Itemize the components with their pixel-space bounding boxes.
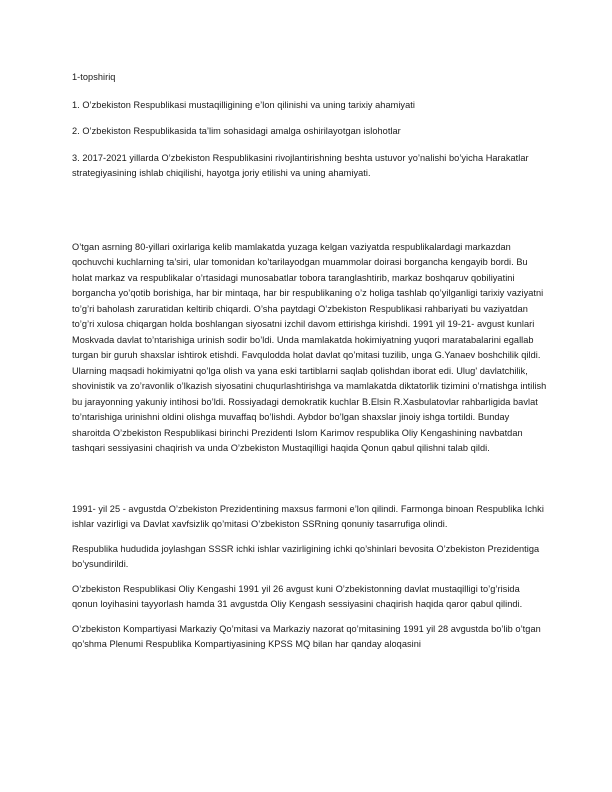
paragraph-supreme-council: O’zbekiston Respublikasi Oliy Kengashi 1991 yil 26 avgust kuni O’zbekistonning davlat mustaqilligi to’g’risida qonun loyihasini tayyorlash hamda 31 avgustda Oliy Kengash sessiyasini chaqirish haqida qaror qabul qilindi. xyxy=(72,583,523,609)
question-2: 2. O’zbekiston Respublikasida ta’lim sohasidagi amalga oshirilayotgan islohotlar xyxy=(72,126,401,136)
paragraph-history: O’tgan asrning 80-yillari oxirlariga kelib mamlakatda yuzaga kelgan vaziyatda respublikalardagi markazdan qochuvchi kuchlarning ta’siri, ular tomonidan ko’tarilayodgan muammolar doirasi borgancha kengayib bordi. Bu holat markaz va respublikalar o’rtasidagi munosabatlar tobora taranglashtirib, markaz boshqaruv qobiliyatini borgancha yo’qotib borishiga, har bir mintaqa, har bir respublikaning o’z holiga tashlab qo’yilganligi tarixiy vaziyatni to’g’ri baholash zaruratidan keltirib chiqardi. O’sha paytdagi O’zbekiston Respublikasi rahbariyati bu vaziyatdan to’g’ri xulosa chiqargan holda boshlangan siyosatni izchil davom ettirishga kirishdi. 1991 yil 19-21- avgust kunlari Moskvada davlat to’ntarishiga urinish sodir bo’ldi. Unda mamlakatda hokimiyatning yuqori maratabalarini egallab turgan bir guruh shaxslar ishtirok etishdi. Favqulodda holat davlat qo’mitasi tuzilib, unga G.Yanaev boshchilik qildi. Ularning maqsadi hokimiyatni qo’lga olish va yana eski tartiblarni saqlab qolishdan iborat edi. Ulug' davlatchilik, shovinistik va zo’ravonlik o’lkazish siyosatini chuqurlashtirishga va mamlakatda diktatorlik tizimini o’rnatishga intilish bu jarayonning yakuniy intihosi bo’ldi. Rossiyadagi demokratik kuchlar B.Elsin R.Xasbulatovlar rahbarligida bavlat to’ntarishiga urinishni oldini olishga muvaffaq bo’lishdi. Aybdor bo’lgan shaxslar jinoiy ishga tortildi. Bunday sharoitda O’zbekiston Respublikasi birinchi Prezidenti Islom Karimov respublika Oliy Kengashining navbatdan tashqari sessiyasini chaqirish va unda O’zbekiston Mustaqilligi haqida Qonun qabul qilishni talab qildi. xyxy=(72,241,547,453)
assignment-heading: 1-topshiriq xyxy=(72,72,116,82)
question-3: 3. 2017-2021 yillarda O’zbekiston Respublikasini rivojlantirishning beshta ustuvor yo’nalishi bo’yicha Harakatlar strategiyasining ishlab chiqilishi, hayotga joriy etilishi va uning ahamiyati. xyxy=(72,152,529,178)
paragraph-troops: Respublika hududida joylashgan SSSR ichki ishlar vazirligining ichki qo’shinlari bevosita O’zbekiston Prezidentiga bo’ysundirildi. xyxy=(72,543,540,569)
question-1: 1. O’zbekiston Respublikasi mustaqilligining e’lon qilinishi va uning tarixiy ahamiyati xyxy=(72,99,415,110)
blank-space xyxy=(72,222,548,240)
paragraph-decree: 1991- yil 25 - avgustda O’zbekiston Prezidentining maxsus farmoni e’lon qilindi. Farmonga binoan Respublika Ichki ishlar vazirligi va Davlat xavfsizlik qo’mitasi O’zbekiston SSRning qonuniy tasarrufiga olindi. xyxy=(72,503,544,529)
document-body xyxy=(72,70,548,662)
paragraph-communist-party: O’zbekiston Kompartiyasi Markaziy Qo’mitasi va Markaziy nazorat qo’mitasining 1991 yil 28 avgustda bo’lib o’tgan qo’shma Plenumi Respublika Kompartiyasining KPSS MQ bilan har qanday aloqasini xyxy=(72,623,541,649)
